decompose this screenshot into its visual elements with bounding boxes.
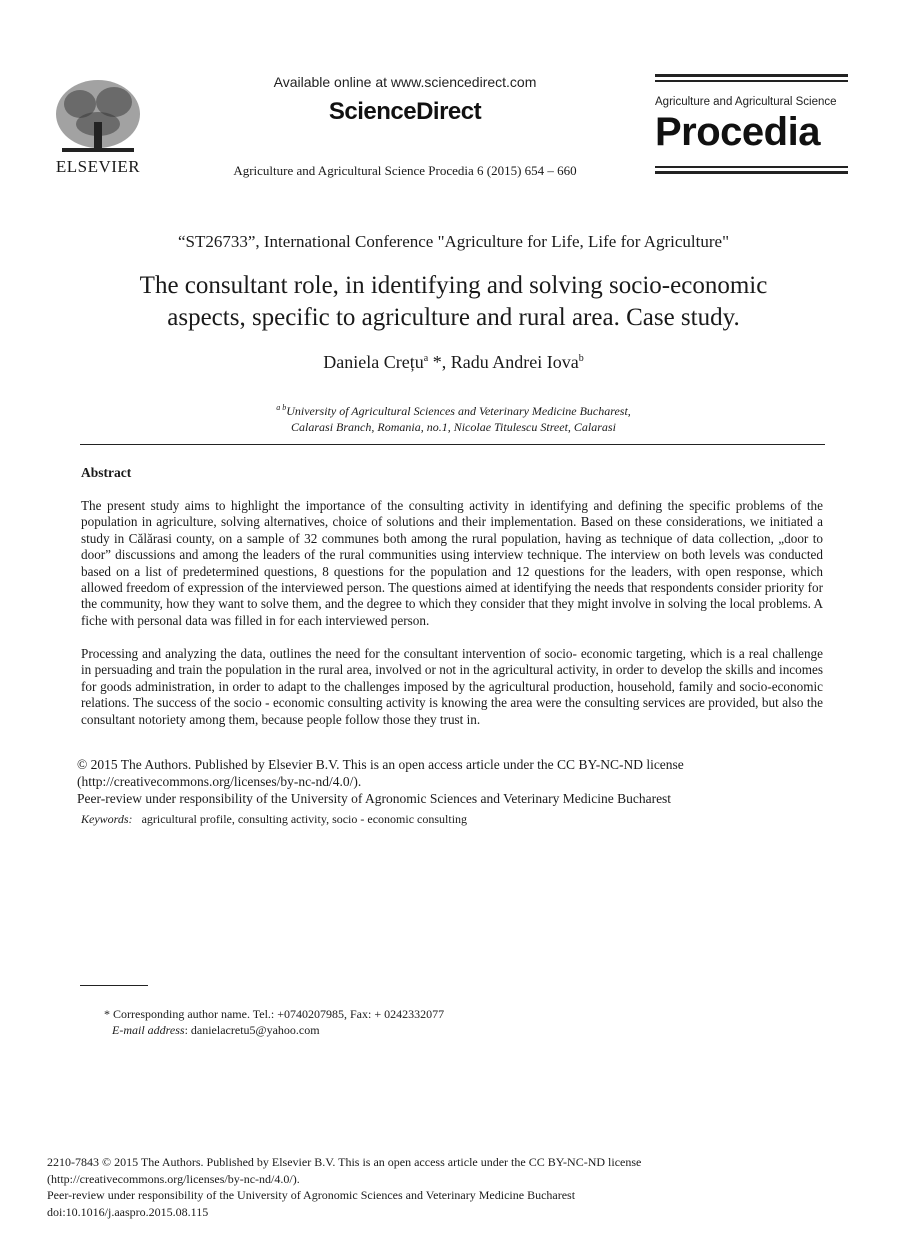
affil-line-2: Calarasi Branch, Romania, no.1, Nicolae Titulescu Street, Calarasi [291, 420, 616, 434]
author-1-affil-mark: a [423, 353, 429, 364]
footer-doi[interactable]: doi:10.1016/j.aaspro.2015.08.115 [47, 1204, 209, 1219]
corresponding-contact: * Corresponding author name. Tel.: +0740207985, Fax: + 0242332077 [104, 1007, 445, 1021]
procedia-rule-bottom-2 [655, 171, 848, 174]
procedia-rule-top-1 [655, 74, 848, 77]
procedia-rule-top-2 [655, 80, 848, 82]
procedia-logo [655, 74, 848, 174]
journal-citation: Agriculture and Agricultural Science Procedia 6 (2015) 654 – 660 [233, 163, 577, 178]
page-footer [47, 1154, 867, 1220]
footnote-divider [80, 985, 148, 986]
license-link[interactable]: (http://creativecommons.org/licenses/by-nc-nd/4.0/). [77, 774, 362, 789]
footer-issn-copyright: 2210-7843 © 2015 The Authors. Published by Elsevier B.V. This is an open access article under the CC BY-NC-ND license [47, 1155, 642, 1169]
author-1: Daniela Crețu [323, 352, 424, 372]
abstract-paragraph-1: The present study aims to highlight the importance of the consulting activity in identifying and defining the specific problems of the population in agriculture, solving alternatives, choice of solutions and their implementation. Based on these considerations, we initiated a study in Călărasi county, on a sample of 32 communes both among the rural population, having as technique of data collection, „door to door” discussions and among the leaders of the rural communities using interview technique. The interview on both levels was conducted based on a list of predetermined questions, 8 questions for the population and 12 questions for the leaders, with open response, which allowed freedom of expression of the interviewed person. The questions aimed at identifying the needs that respondents consider priority for the community, how they want to solve them, and the degree to which they consider that they might involve in solving the local problems. A fiche with personal data was filled in for each interviewed person. [81, 498, 823, 628]
paper-title [60, 270, 847, 334]
email-label: E-mail address [112, 1023, 185, 1037]
footer-peer-review: Peer-review under responsibility of the University of Agronomic Sciences and Veterinary Medicine Bucharest [47, 1188, 576, 1203]
affil-marks: a b [276, 403, 287, 412]
keywords-list: agricultural profile, consulting activity, socio - economic consulting [141, 812, 468, 826]
elsevier-wordmark: ELSEVIER [55, 157, 141, 176]
conference-name: “ST26733”, International Conference "Agriculture for Life, Life for Agriculture" [177, 232, 730, 251]
procedia-subtitle: Agriculture and Agricultural Science [655, 96, 837, 108]
abstract-heading: Abstract [81, 465, 132, 480]
corresponding-mark: *, [428, 352, 451, 372]
keywords [81, 812, 823, 827]
procedia-title: Procedia [655, 110, 820, 154]
peer-review-note: Peer-review under responsibility of the University of Agronomic Sciences and Veterinary Medicine Bucharest [77, 791, 672, 806]
title-line-2: aspects, specific to agriculture and rural area. Case study. [167, 304, 740, 331]
title-line-1: The consultant role, in identifying and solving socio-economic [139, 272, 768, 299]
affil-line-1: University of Agricultural Sciences and Veterinary Medicine Bucharest, [286, 404, 631, 418]
header-divider [80, 444, 825, 445]
corresponding-author-footnote [104, 1006, 804, 1038]
author-list [60, 352, 847, 373]
available-online-text[interactable]: Available online at www.sciencedirect.com [273, 74, 537, 90]
sciencedirect-logo[interactable]: ScienceDirect [328, 98, 482, 125]
procedia-rule-bottom-1 [655, 166, 848, 168]
abstract-paragraph-2: Processing and analyzing the data, outlines the need for the consultant intervention of socio- economic targeting, which is a real challenge in persuading and train the population in the rural area, involved or not in the agricultural activity, in order to develop the skills and incomes for goods administration, in order to adapt to the challenges imposed by the agricultural production, household, family and socio-economic relations. The success of the socio - economic consulting activity is knowing the area were the consulting services are provided, but also the consultant notoriety among them, because people follow those they trust in. [81, 646, 823, 727]
email-address[interactable]: : danielacretu5@yahoo.com [184, 1023, 320, 1037]
footer-license-link[interactable]: (http://creativecommons.org/licenses/by-nc-nd/4.0/). [47, 1171, 300, 1186]
affiliation [60, 400, 847, 435]
keywords-label: Keywords: [81, 812, 133, 826]
author-2: Radu Andrei Iova [450, 352, 579, 372]
author-2-affil-mark: b [578, 353, 584, 364]
copyright-line-1: © 2015 The Authors. Published by Elsevier B.V. This is an open access article under the CC BY-NC-ND license [77, 757, 684, 772]
copyright-notice [77, 756, 837, 807]
